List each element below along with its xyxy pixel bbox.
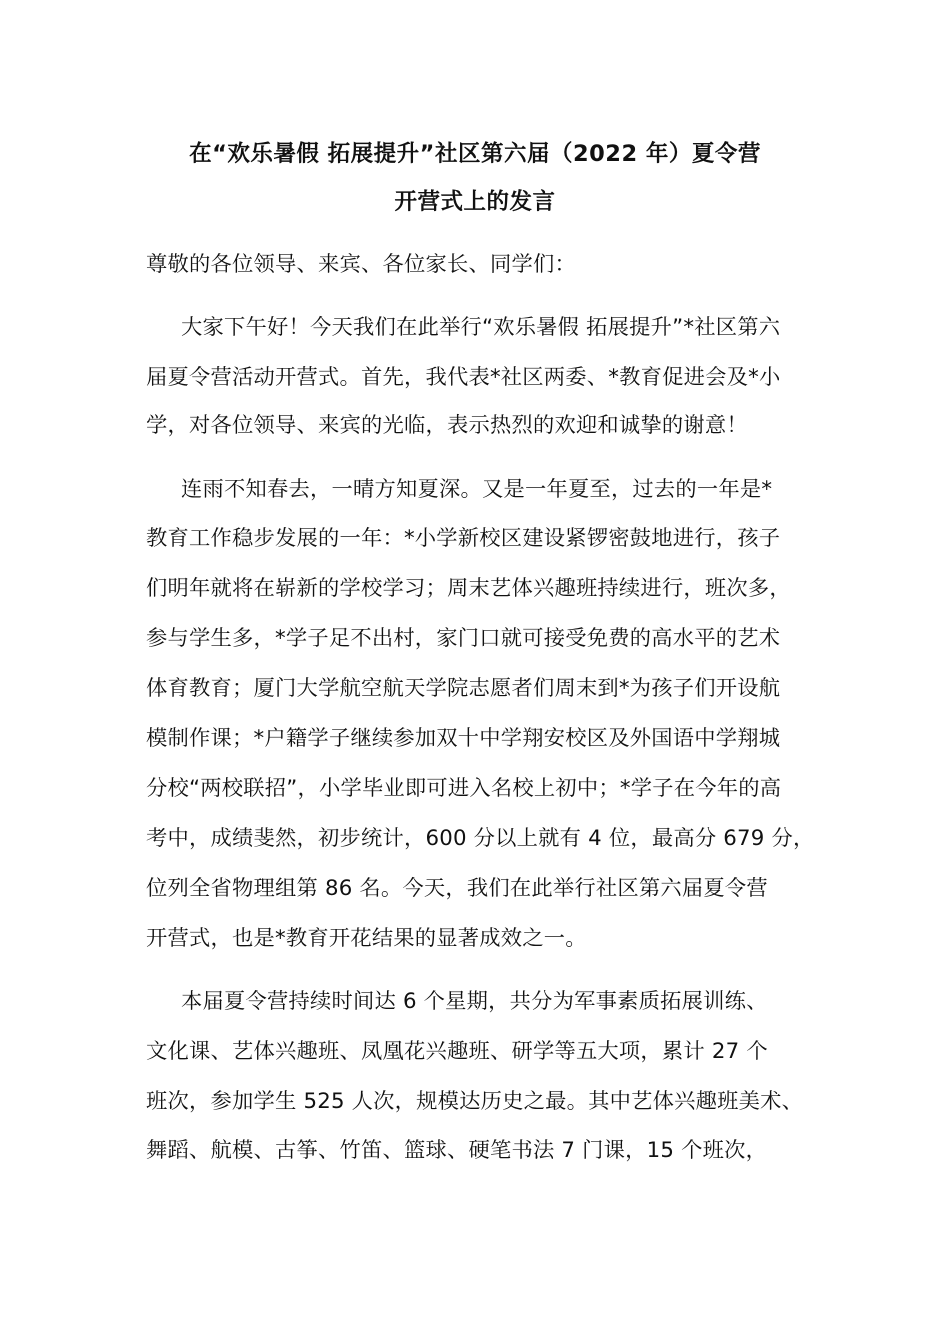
paragraph-line: 文化课、艺体兴趣班、凤凰花兴趣班、研学等五大项，累计 27 个: [146, 1039, 768, 1064]
paragraph-line: 模制作课；*户籍学子继续参加双十中学翔安校区及外国语中学翔城: [146, 726, 781, 751]
document-title-line-1: 在“欢乐暑假 拓展提升”社区第六届（2022 年）夏令营: [189, 141, 761, 167]
paragraph-line: 考中，成绩斐然，初步统计，600 分以上就有 4 位，最高分 679 分，: [146, 826, 815, 851]
paragraph-line: 分校“两校联招”，小学毕业即可进入名校上初中；*学子在今年的高: [146, 776, 782, 801]
paragraph-line: 参与学生多，*学子足不出村，家门口就可接受免费的高水平的艺术: [146, 626, 781, 651]
paragraph-line: 舞蹈、航模、古筝、竹笛、篮球、硬笔书法 7 门课，15 个班次，: [146, 1138, 768, 1163]
paragraph-line: 连雨不知春去，一晴方知夏深。又是一年夏至，过去的一年是*: [181, 477, 773, 502]
document-title-line-2: 开营式上的发言: [394, 189, 556, 215]
paragraph-line: 体育教育；厦门大学航空航天学院志愿者们周末到*为孩子们开设航: [146, 676, 781, 701]
salutation: 尊敬的各位领导、来宾、各位家长、同学们：: [146, 252, 576, 277]
paragraph-line: 开营式，也是*教育开花结果的显著成效之一。: [146, 926, 587, 951]
paragraph-line: 位列全省物理组第 86 名。今天，我们在此举行社区第六届夏令营: [146, 876, 768, 901]
paragraph-line: 本届夏令营持续时间达 6 个星期，共分为军事素质拓展训练、: [181, 989, 768, 1014]
paragraph-line: 届夏令营活动开营式。首先，我代表*社区两委、*教育促进会及*小: [146, 365, 781, 390]
paragraph-line: 大家下午好！今天我们在此举行“欢乐暑假 拓展提升”*社区第六: [181, 315, 781, 340]
paragraph-line: 教育工作稳步发展的一年：*小学新校区建设紧锣密鼓地进行，孩子: [146, 526, 781, 551]
paragraph-line: 们明年就将在崭新的学校学习；周末艺体兴趣班持续进行，班次多，: [146, 576, 791, 601]
paragraph-line: 班次，参加学生 525 人次，规模达历史之最。其中艺体兴趣班美术、: [146, 1089, 804, 1114]
paragraph-line: 学，对各位领导、来宾的光临，表示热烈的欢迎和诚挚的谢意！: [146, 413, 748, 438]
